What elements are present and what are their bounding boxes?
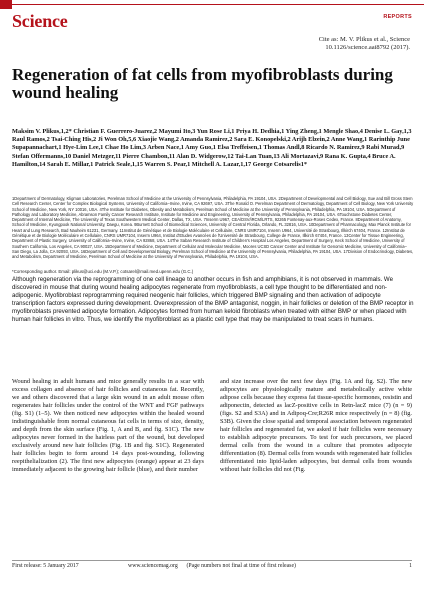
author-list: Maksim V. Plikus,1,2* Christian F. Guerrero-Juarez,2 Mayumi Ito,3 Yun Rose Li,1 Priya H. Dedhia,1 Ying Zheng,1 Mengle Shao,4 Denise L. Gay,1,3 Raul Ramos,2 Tsai-Ching His,2 Ji Won Oh,5,6 Xiaojie Wang,2 Amanda Ramirez,2 Sara E. Konopelski,2 Arijh Elzein,2 Anne Wang,1 Rarinthip June Supapannachart,1 Hye-Lim Lee,1 Chae Ho Lim,3 Arben Nace,1 Amy Guo,1 Elsa Treffeisen,1 Thomas Andl,8 Ricardo N. Ramirez,9 Rabi Murad,9 Stefan Offermanns,10 Daniel Metzger,11 Pierre Chambon,11 Alan D. Widgerow,12 Tai-Lan Tuan,13 Ali Mortazavi,9 Rana K. Gupta,4 Bruce A. Hamilton,14 Sarah E. Millar,1 Patrick Seale,1,15 Warren S. Pear,1 Mitchell A. Lazar,1,17 George Cotsarelis1* [12,128,412,168]
article-title: Regeneration of fat cells from myofibroblasts during wound healing [12,65,393,102]
citation-line-1: Cite as: M. V. Plikus et al., Science [318,36,410,43]
citation-block [270,36,410,52]
section-label: REPORTS [383,14,412,20]
header-accent-block [0,0,12,9]
citation-line-2: 10.1126/science.aai8792 (2017). [325,44,410,51]
header-rule [12,4,424,5]
header-bar [0,0,424,9]
release-date: First release: 5 January 2017 [12,563,79,569]
abstract: Although regeneration via the reprogramming of one cell lineage to another occurs in fish and amphibians, it is not observed in mammals. We discovered in mouse that during wound healing adipocytes regenerate from myofibroblasts, a cell type thought to be differentiated and non-adipogenic. Myofibroblast reprogramming required neogenic hair follicles, which triggered BMP signaling and then activation of adipocyte transcription factors expressed during development. Overexpression of the BMP antagonist, noggin, in hair follicles or deletion of the BMP receptor in myofibroblasts prevented adipocyte formation. Adipocytes formed from human keloid fibroblasts when treated with either BMP or when placed with human hair follicles in vitro. Thus, we identify the myofibroblast as a plastic cell type that may be manipulated to treat scars in humans. [12,276,414,323]
body-column-left: Wound healing in adult humans and mice generally results in a scar with excess collagen and absence of hair follicles and cutaneous fat. Recently, we and others discovered that a large skin wound in an adult mouse often regenerates hair follicles under the control of the WNT and FGF pathways (fig. S1) (1–5). We then noticed new adipocytes within the healed wound indistinguishable from normal cutaneous fat cells in terms of size, density, and depth from the skin surface (Fig. 1, A and B, and fig. S1C). The new adipocytes never formed in the hairless part of the wound, but developed exclusively around new hair follicles (Fig. 1B and fig. S1C). Regenerated hair follicles begin to form around 14 days post-wounding, following reepithelialization (2). The first new adipocytes (orange) appear at 23 days immediately adjacent to the growing hair follicle (blue), and their number [12,378,204,473]
site-link[interactable]: www.sciencemag.org [128,563,178,569]
journal-logo: Science [12,11,68,31]
corresponding-author: *Corresponding author. Email: plikus@uci.edu (M.V.P.); cotsarel@mail.med.upenn.edu (G.C.) [12,269,194,274]
page-number: 1 [409,563,412,569]
body-column-right: and size increase over the next few days (Fig. 1A and fig. S2). The new adipocytes are physiologically mature and metabolically active white adipose cells because they express fat tissue-specific hormones, resistin and adiponectin, detected as lacZ-positive cells in Retn-lacZ mice (7) (n = 9) (figs. S2 and S3A) and in Adipoq-Cre;R26R mice respectively (n = 8) (fig. S3B). Given the close spatial and temporal association between regenerated hair follicles and regenerated fat, we asked if hair follicles were necessary to establish adipocyte precursors. To test for such precursors, we placed dermal cells from the wound in a culture that promotes adipocyte differentiation (8). Dermal cells from wounds with regenerated hair follicles differentiated into lipid-laden adipocytes, but dermal cells from wounds without hair follicles did not (Fig. [220,378,412,473]
footer-rule [12,560,412,561]
affiliations: 1Department of Dermatology, Kligman Laboratories, Perelman School of Medicine at the University of Pennsylvania, Philadelphia, PA 19104, USA. 2Department of Developmental and Cell Biology, Sue and Bill Gross Stem Cell Research Center, Center for Complex Biological Systems, University of California–Irvine, Irvine, CA 92697, USA. 3The Ronald O. Perelman Department of Dermatology, Department of Cell Biology, New York University School of Medicine, New York, NY 10016, USA. 4The Institute for Diabetes, Obesity and Metabolism, Perelman School of Medicine at the University of Pennsylvania, Philadelphia, PA 19104, USA. 5Department of Pathology and Laboratory Medicine, Abramson Family Cancer Research Institute, Institute for Medicine and Engineering, University of Pennsylvania, Philadelphia, PA 19104, USA. 6Touchstone Diabetes Center, Department of Internal Medicine, The University of Texas Southwestern Medical Center, Dallas, TX, USA. 7Inserm U967, CEA/DSV/iRCM/LRTS, 92265 Fontenay-aux-Roses Cedex, France. 8Department of Anatomy, School of Medicine, Kyungpook National University, Daegu, Korea. 9Burnett School of Biomedical Sciences, University of Central Florida, Orlando, FL 32816, USA. 10Department of Pharmacology, Max Planck Institute for Heart and Lung Research, Bad Nauheim 61231, Germany. 11Institut de Génétique et de Biologie Moléculaire et Cellulaire, CNRS UMR7104, Inserm U964, Université de Strasbourg, Illkirch 67404, France. 12Institut de Génétique et de Biologie Moléculaire et Cellulaire, CNRS UMR7104, Inserm U964, Institut d'Etudes Avancées de l'Université de Strasbourg, College de France, Illkirch 67404, France. 13Center for Tissue Engineering, Department of Plastic Surgery, University of California–Irvine, Irvine, CA 92868, USA. 14The Saban Research Institute of Children's Hospital Los Angeles, Department of Surgery, Keck School of Medicine, University of Southern California, Los Angeles, CA 90027, USA. 15Department of Medicine, Department of Cellular and Molecular Medicine, Moores UCSD Cancer Center and Institute for Genomic Medicine, University of California–San Diego, La Jolla, CA 92093, USA. 16Department of Cell and Developmental Biology, Perelman School of Medicine at the University of Pennsylvania, Philadelphia, PA 19104, USA. 17Division of Endocrinology, Diabetes, and Metabolism, Department of Medicine, Perelman School of Medicine at the University of Pennsylvania, Philadelphia, PA 19104, USA. [12,196,414,260]
page-number-note: (Page numbers not final at time of first release) [186,563,296,569]
footer-center [12,563,412,569]
